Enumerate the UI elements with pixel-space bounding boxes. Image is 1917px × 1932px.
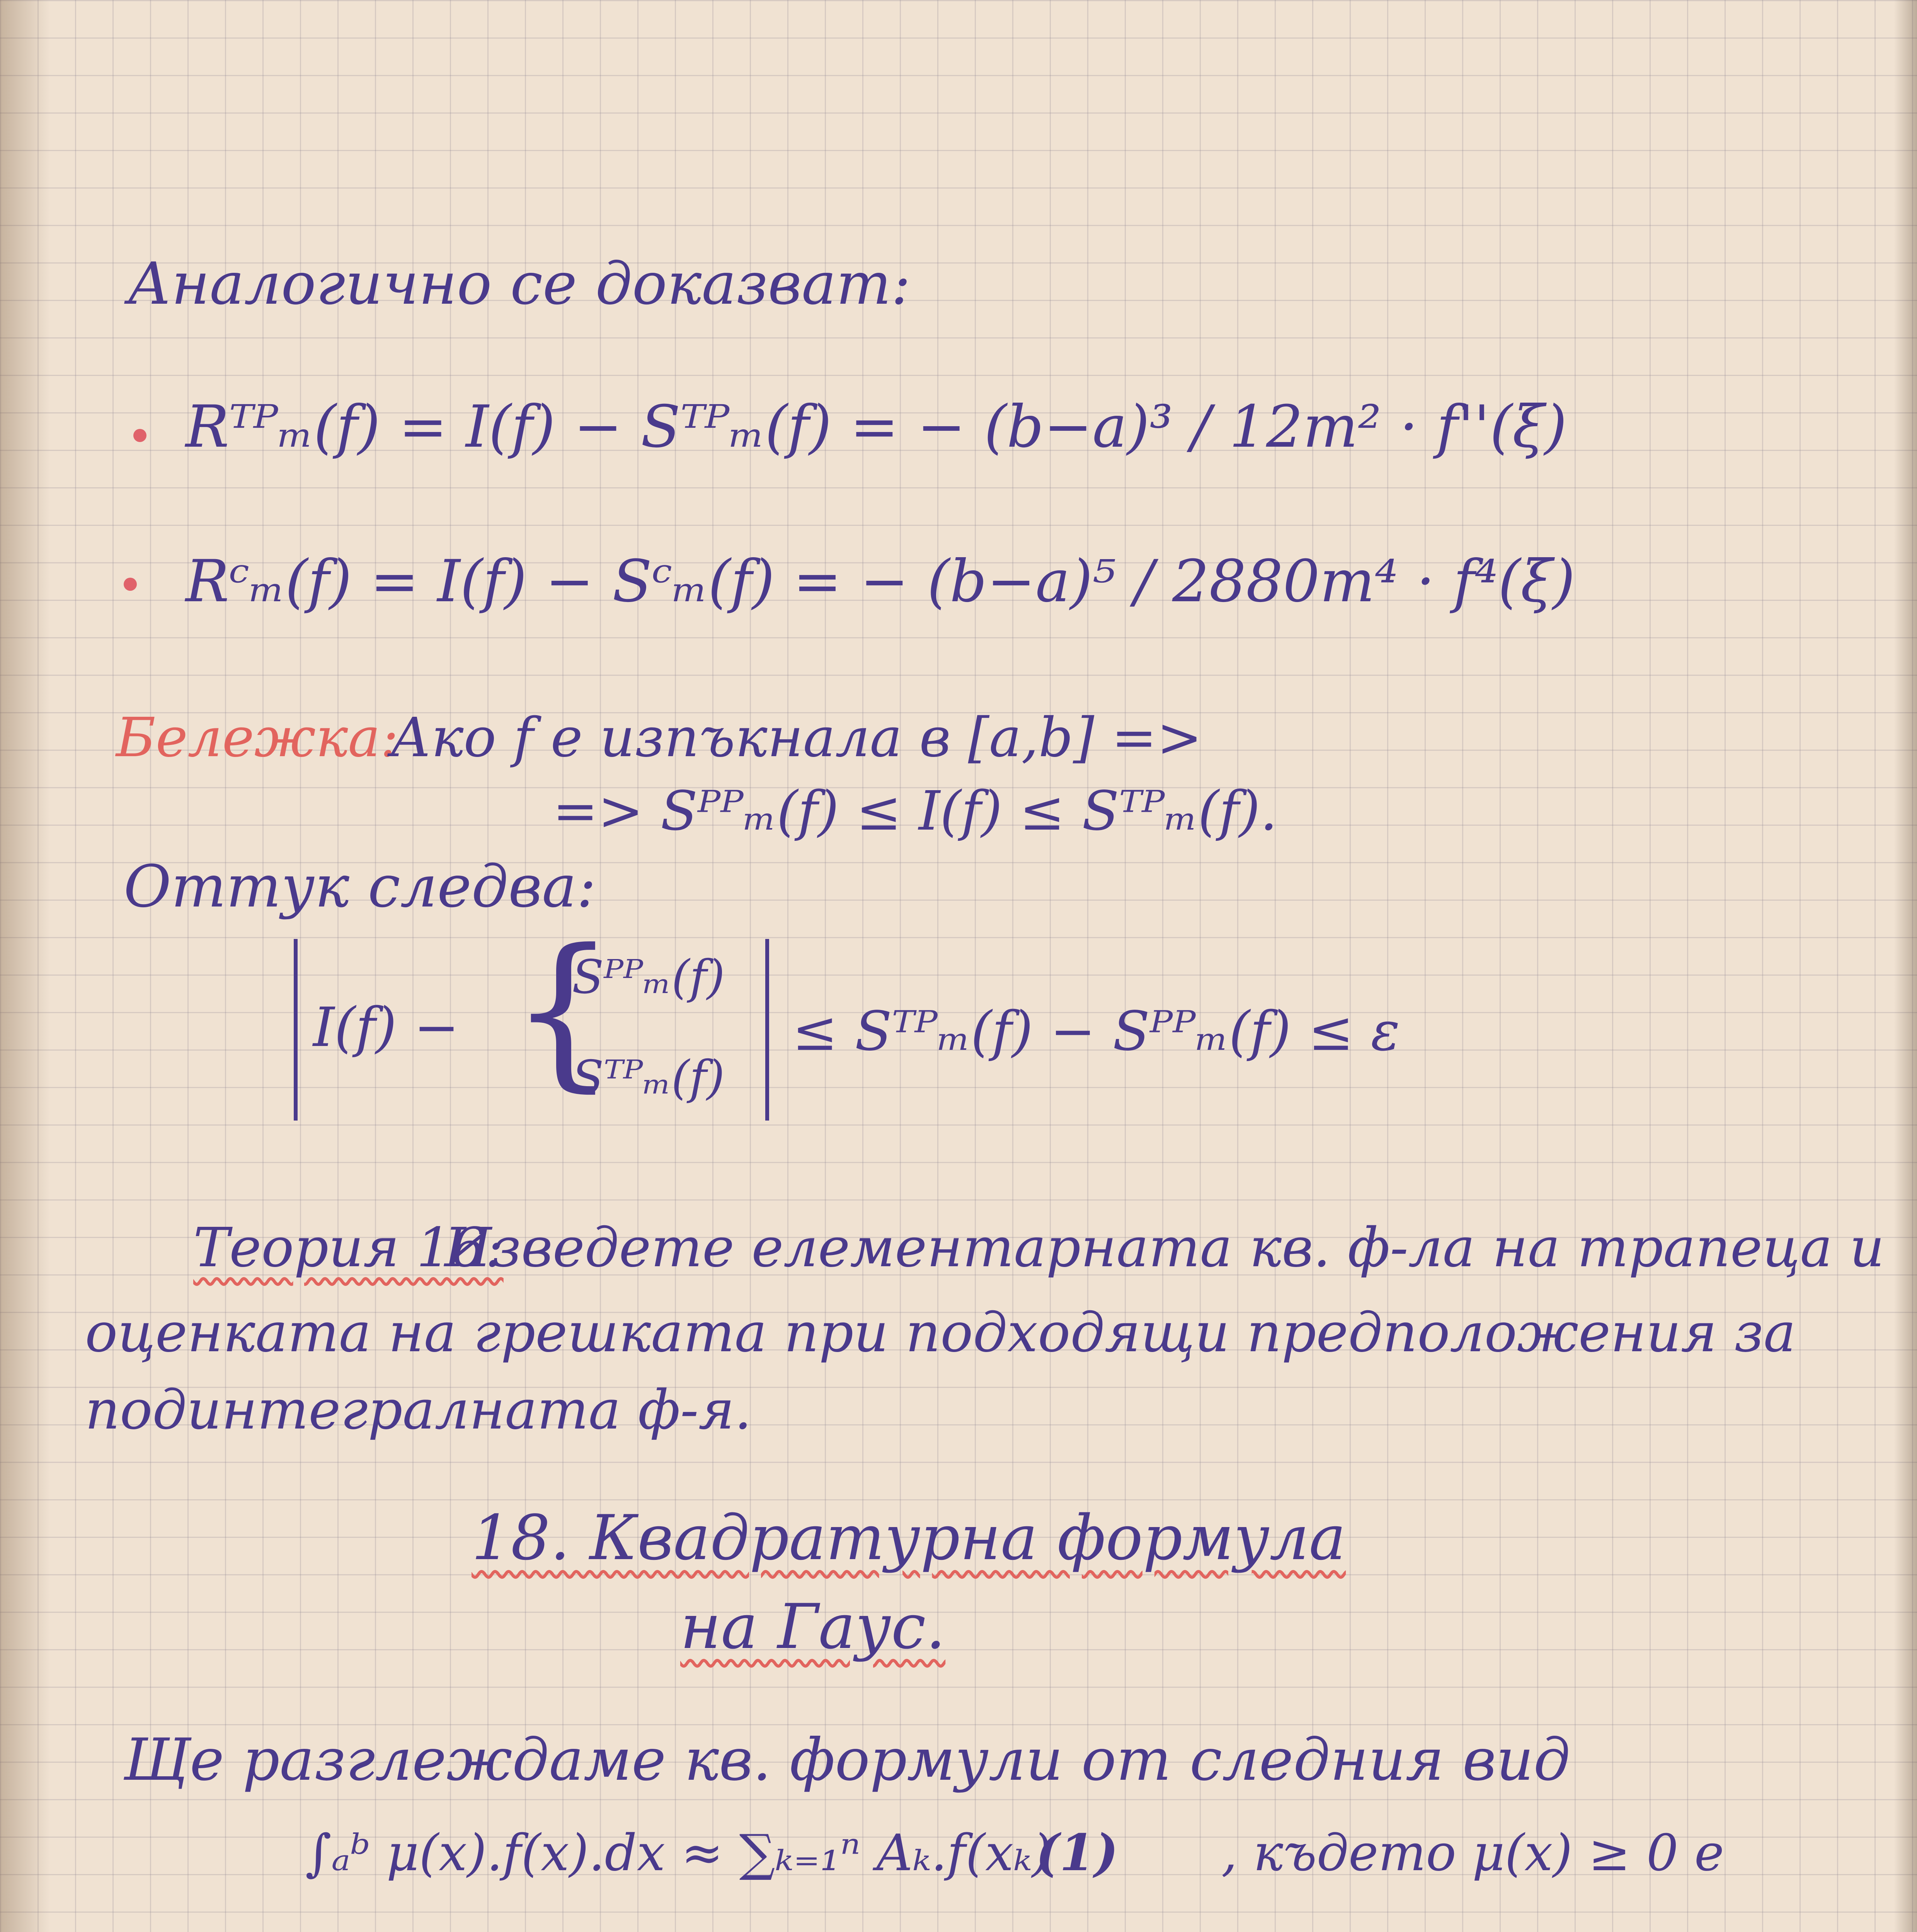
note-label: Бележка: (116, 706, 399, 769)
intro-line: Ще разглеждаме кв. формули от следния вид (124, 1726, 1570, 1794)
ineq-right: ≤ Sᵀᴾₘ(f) − Sᴾᴾₘ(f) ≤ ε (792, 1000, 1400, 1063)
ineq-left: I(f) − (313, 996, 460, 1059)
heading-analog: Аналогично се доказват: (128, 250, 911, 318)
section-title-line1: 18. Квадратурна формула (472, 1502, 1346, 1574)
formula-trapezoid-remainder: Rᵀᴾₘ(f) = I(f) − Sᵀᴾₘ(f) = − (b−a)³ / 12m² · f''(ξ) (186, 393, 1567, 461)
formula-1: ∫ₐᵇ μ(x).f(x).dx ≈ ∑ₖ₌₁ⁿ Aₖ.f(xₖ) (305, 1823, 1052, 1882)
theory-label: Теория 16: (193, 1216, 504, 1279)
formula-1-tail: , където μ(x) ≥ 0 е (1221, 1823, 1724, 1882)
formula-simpson-remainder: Rᶜₘ(f) = I(f) − Sᶜₘ(f) = − (b−a)⁵ / 2880m⁴ · f⁴(ξ) (186, 548, 1575, 615)
theory-line3: подинтегралната ф-я. (85, 1379, 752, 1442)
theory-line2: оценката на грешката при подходящи предположения за (85, 1301, 1796, 1364)
page-edge-shadow (1894, 0, 1917, 1932)
note-text: Ако f е изпъкнала в [a,b] => (390, 706, 1202, 769)
ineq-top: Sᴾᴾₘ(f) (572, 951, 725, 1004)
bullet-dot (133, 429, 146, 442)
abs-bar-right (765, 939, 769, 1121)
notebook-spine-shadow (0, 0, 50, 1932)
abs-bar-left (294, 939, 298, 1121)
bullet-dot (124, 578, 137, 591)
theory-line1: Изведете елементарната кв. ф-ла на трапеца и (444, 1216, 1885, 1279)
section-title-line2: на Гаус. (680, 1590, 946, 1663)
follows-label: Оттук следва: (124, 853, 596, 920)
curly-brace: { (510, 914, 616, 1107)
note-formula: => Sᴾᴾₘ(f) ≤ I(f) ≤ Sᵀᴾₘ(f). (553, 780, 1278, 843)
ineq-bottom: Sᵀᴾₘ(f) (572, 1051, 725, 1105)
formula-1-number: (1) (1036, 1823, 1119, 1882)
